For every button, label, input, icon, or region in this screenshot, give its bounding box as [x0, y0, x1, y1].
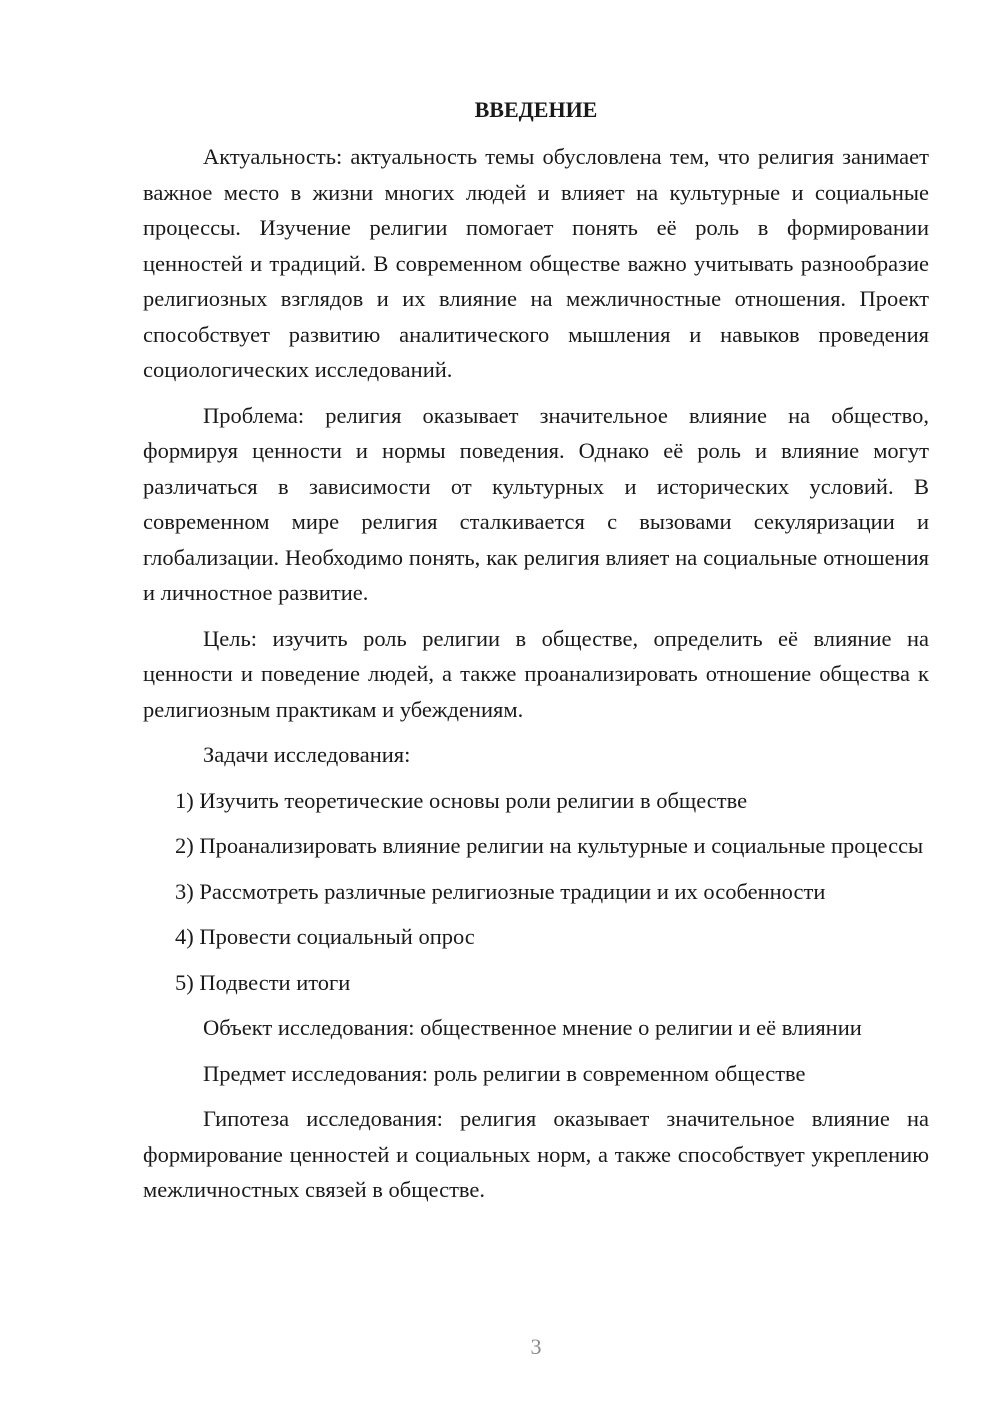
task-item: 5) Подвести итоги	[175, 969, 351, 995]
problem-paragraph: Проблема: религия оказывает значительное влияние на общество, формируя ценности и нормы поведения. Однако её роль и влияние могут различаться в зависимости от культурных и исторических условий. В современном мире религия сталкивается с вызовами секуляризации и глобализации. Необходимо понять, как религия влияет на социальные отношения и личностное развитие.	[143, 402, 929, 605]
page-number: 3	[530, 1334, 542, 1359]
object-paragraph: Объект исследования: общественное мнение о религии и её влиянии	[203, 1015, 862, 1040]
task-item: 1) Изучить теоретические основы роли религии в обществе	[175, 787, 748, 813]
task-item: 3) Рассмотреть различные религиозные традиции и их особенности	[175, 878, 826, 904]
tasks-list	[143, 783, 929, 1001]
section-heading: ВВЕДЕНИЕ	[474, 97, 598, 122]
hypothesis-paragraph: Гипотеза исследования: религия оказывает значительное влияние на формирование ценностей и социальных норм, а также способствует укреплению межличностных связей в обществе.	[143, 1106, 929, 1202]
relevance-paragraph: Актуальность: актуальность темы обусловлена тем, что религия занимает важное место в жизни многих людей и влияет на культурные и социальные процессы. Изучение религии помогает понять её роль в формировании ценностей и традиций. В современном обществе важно учитывать разнообразие религиозных взглядов и их влияние на межличностные отношения. Проект способствует развитию аналитического мышления и навыков проведения социологических исследований.	[143, 144, 929, 382]
tasks-title: Задачи исследования:	[203, 742, 411, 767]
task-item: 4) Провести социальный опрос	[175, 924, 475, 949]
page-content	[143, 95, 929, 1218]
subject-paragraph: Предмет исследования: роль религии в современном обществе	[203, 1060, 806, 1086]
goal-paragraph: Цель: изучить роль религии в обществе, определить её влияние на ценности и поведение людей, а также проанализировать отношение общества к религиозным практикам и убеждениям.	[143, 625, 929, 722]
task-item: 2) Проанализировать влияние религии на культурные и социальные процессы	[175, 833, 924, 858]
